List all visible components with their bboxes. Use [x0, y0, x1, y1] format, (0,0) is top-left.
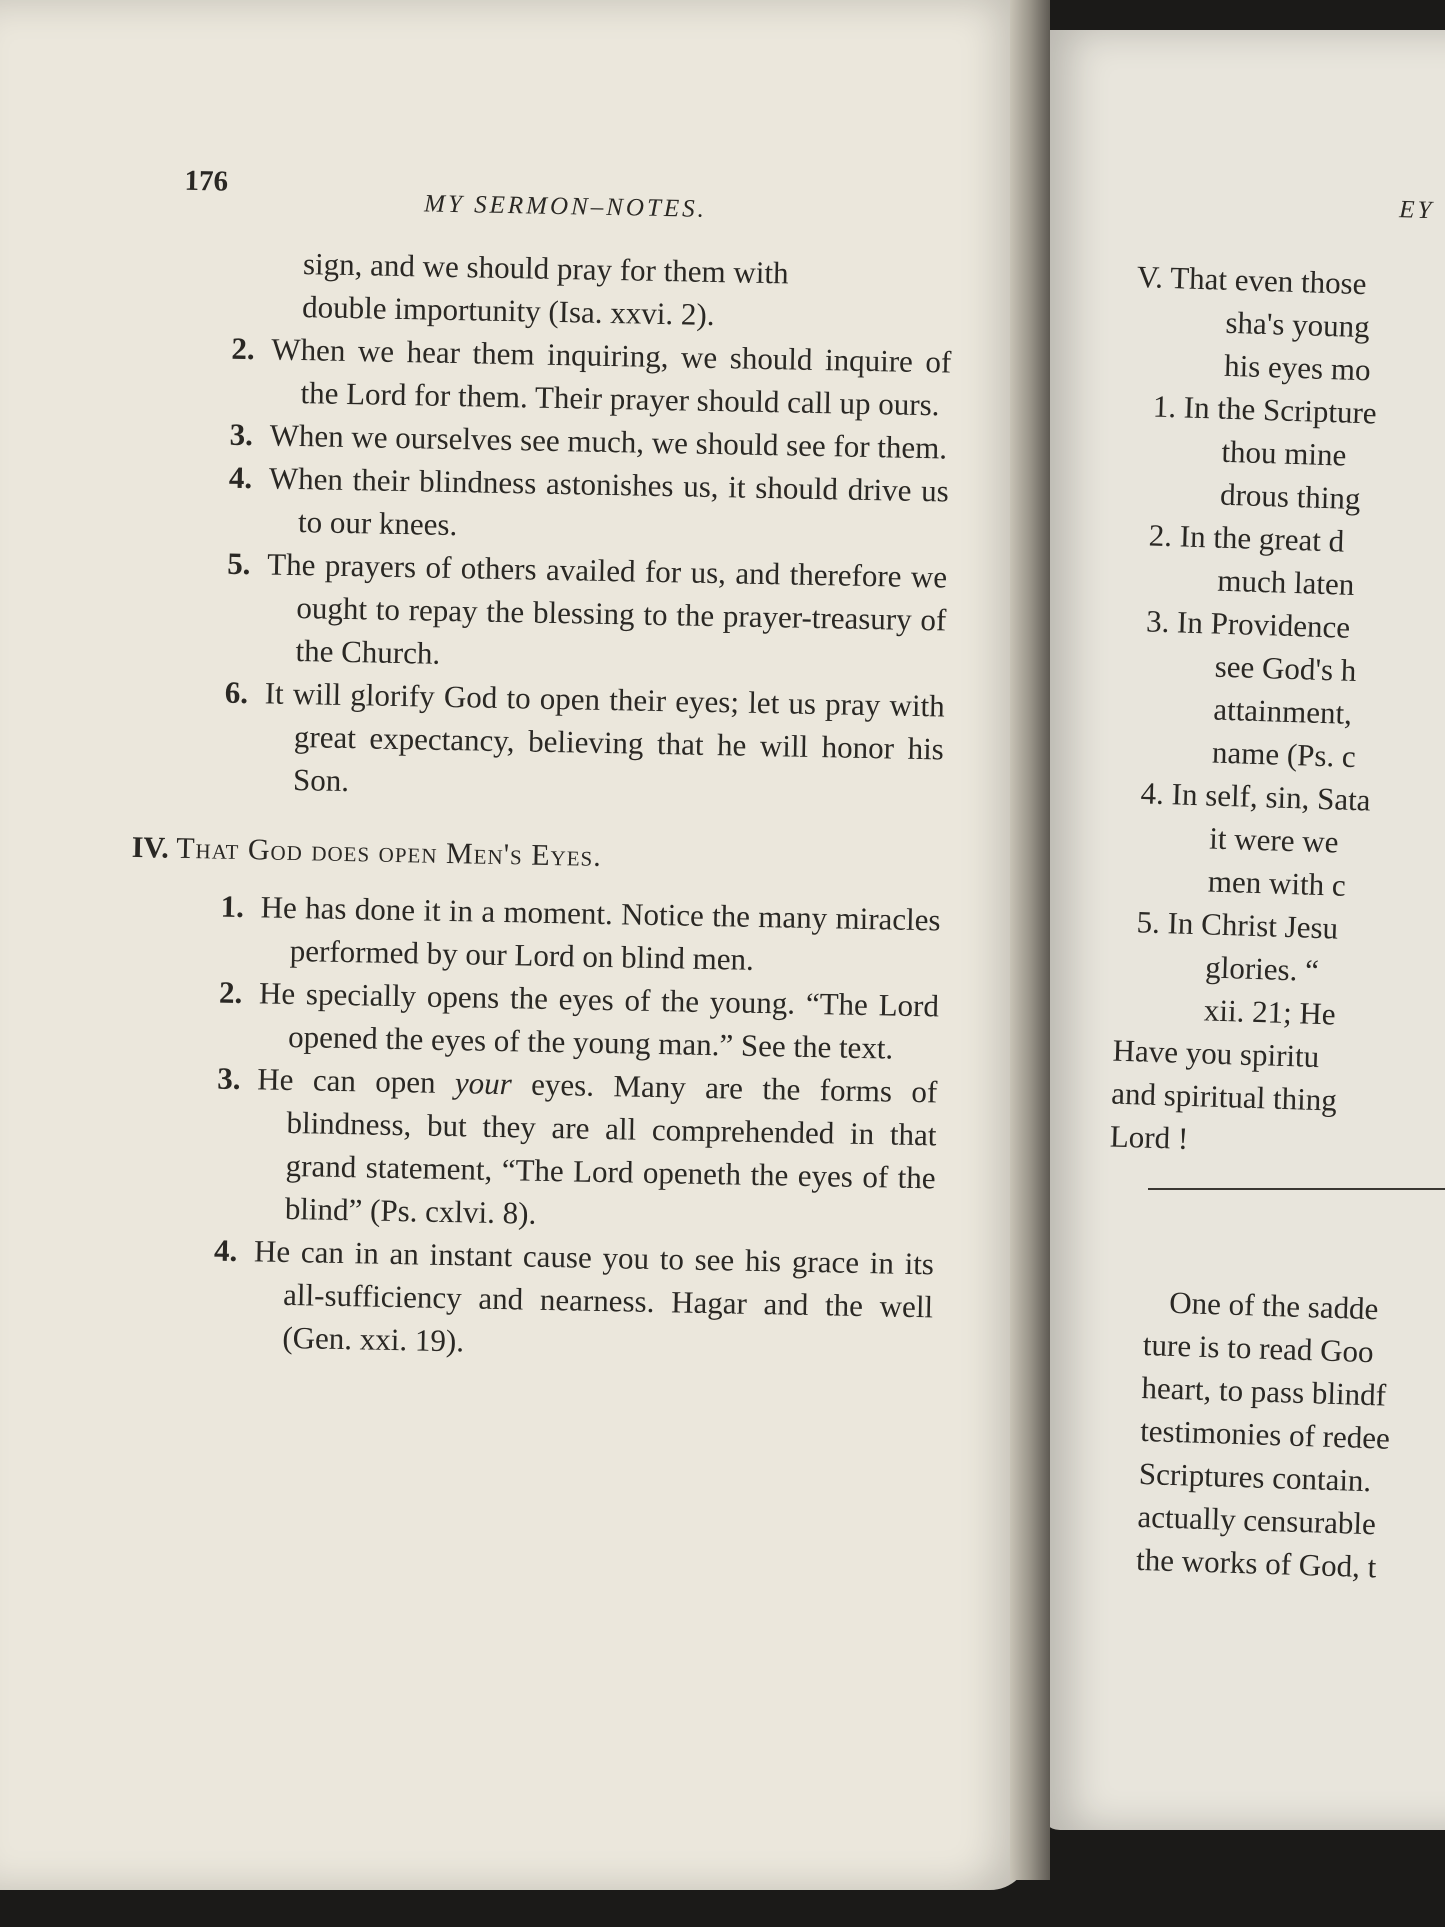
right-page-line: thou mine — [1220, 433, 1347, 473]
right-page-line: 1. In the Scripture — [1152, 388, 1378, 431]
right-page-line: see God's h — [1214, 648, 1357, 689]
right-page-line: sha's young — [1225, 304, 1371, 345]
right-page-line: 4. In self, sin, Sata — [1140, 775, 1372, 818]
right-page-line: much laten — [1216, 562, 1355, 602]
item-number: 2. — [218, 974, 243, 1011]
right-page-line: it were we — [1208, 820, 1339, 860]
section-heading — [131, 826, 942, 885]
item-number: 4. — [228, 459, 253, 496]
right-page-line: V. That even those — [1136, 258, 1367, 302]
right-page-line: the works of God, t — [1135, 1541, 1377, 1585]
item-number: 3. — [217, 1060, 241, 1097]
item-number: 6. — [224, 674, 249, 711]
section-title: That God does open Men's Eyes. — [175, 831, 603, 873]
book-gutter — [1010, 0, 1050, 1880]
right-page-line: testimonies of redee — [1139, 1412, 1391, 1456]
section-rule — [1148, 1188, 1445, 1190]
right-page-line: name (Ps. c — [1211, 734, 1357, 775]
item-text: eyes. Many are the forms of blindness, but they are all comprehended in that grand statement, “The Lord openeth the eyes of the blind” (Ps. cxlvi. 8). — [284, 1066, 938, 1231]
right-page-line: 5. In Christ Jesu — [1136, 904, 1339, 946]
right-page-line: xii. 21; He — [1203, 992, 1337, 1032]
item-text: He can open — [257, 1061, 456, 1101]
right-page-line: Lord ! — [1109, 1118, 1189, 1156]
item-number: 3. — [229, 416, 254, 453]
item-number: 4. — [213, 1232, 238, 1269]
right-page-line: and spiritual thing — [1110, 1075, 1338, 1118]
right-page-line: actually censurable — [1137, 1498, 1377, 1542]
right-page-line: 3. In Providence — [1145, 603, 1351, 645]
item-text: When we ourselves see much, we should see for them. — [269, 417, 948, 466]
list-item — [188, 455, 950, 556]
list-item — [172, 1228, 934, 1372]
right-page-line: glories. “ — [1204, 949, 1320, 989]
right-page-line: attainment, — [1212, 691, 1353, 731]
item-text: It will glorify God to open their eyes; let us pray with great expectancy, believing that he will honor his Son. — [264, 675, 945, 799]
right-page-line: 2. In the great d — [1148, 517, 1345, 559]
item-number: 2. — [231, 330, 255, 367]
item-text: He has done it in a moment. Notice the many miracles performed by our Lord on blind men. — [260, 889, 941, 977]
list-item — [174, 1056, 937, 1243]
right-page-line: his eyes mo — [1223, 347, 1372, 388]
page-body — [131, 240, 953, 1371]
running-head: MY SERMON–NOTES. — [423, 190, 708, 223]
page-number: 176 — [184, 164, 229, 198]
item-text: He specially opens the eyes of the young. “The Lord opened the eyes of the young man.” See the text. — [258, 975, 940, 1066]
section-number: IV. — [131, 830, 170, 865]
right-page-paragraph — [1136, 1280, 1395, 1589]
item-text-italic: your — [454, 1065, 513, 1102]
intro-line: sign, and we should pray for them with — [302, 246, 789, 291]
running-head: EY — [1398, 196, 1435, 225]
item-text: When we hear them inquiring, we should inquire of the Lord for them. Their prayer should call up ours. — [271, 331, 952, 423]
list-item — [178, 970, 940, 1071]
right-page-line: ture is to read Goo — [1142, 1326, 1375, 1370]
right-page-body — [1109, 255, 1387, 1165]
intro-line: double importunity (Isa. xxvi. 2). — [301, 289, 715, 332]
item-number: 5. — [226, 545, 251, 582]
right-page-line: Have you spiritu — [1112, 1032, 1320, 1075]
right-page-line: drous thing — [1219, 476, 1362, 517]
list-item — [183, 670, 945, 814]
item-text: The prayers of others availed for us, and therefore we ought to repay the blessing to the prayer-treasury of the Church. — [266, 546, 948, 671]
list-item — [179, 884, 941, 985]
list-item — [185, 541, 947, 685]
right-page-line: men with c — [1207, 863, 1347, 903]
item-text: When their blindness astonishes us, it should drive us to our knees. — [268, 460, 950, 543]
item-text: He can in an instant cause you to see his grace in its all-sufficiency and nearness. Hagar and the well (Gen. xxi. 19). — [253, 1233, 935, 1359]
right-page-line: One of the sadde — [1168, 1284, 1379, 1327]
right-page-line: heart, to pass blindf — [1141, 1369, 1387, 1413]
list-item — [190, 326, 952, 427]
item-number: 1. — [220, 888, 245, 925]
right-page-line: Scriptures contain. — [1138, 1455, 1372, 1499]
